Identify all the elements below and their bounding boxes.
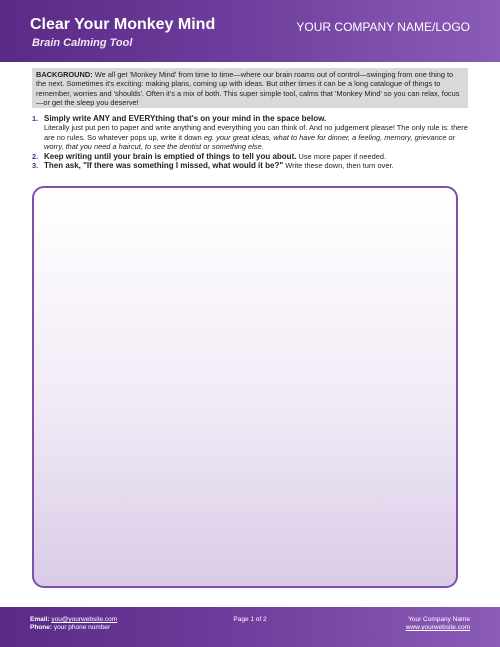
writing-area[interactable] bbox=[32, 186, 458, 588]
instruction-step-3 bbox=[32, 161, 472, 170]
email-label: Email: bbox=[30, 616, 50, 623]
step-heading: Keep writing until your brain is emptied of things to tell you about. bbox=[44, 151, 297, 161]
step-number: 1. bbox=[32, 114, 39, 123]
background-section bbox=[32, 68, 468, 108]
page-number: Page 1 of 2 bbox=[233, 616, 267, 623]
instruction-step-1 bbox=[32, 114, 472, 152]
step-heading: Then ask, "If there was something I missed, what would it be?" bbox=[44, 161, 284, 171]
background-label: BACKGROUND: bbox=[36, 70, 93, 79]
background-text: We all get 'Monkey Mind' from time to time—where our brain roams out of control—swinging from one thing to the next. Sometimes it's exciting: making plans, coming up with ideas. But other times it can be a long catalogue of things to remember, worries and 'shoulds'. Often it's a mix of both. This super simple tool, calms that 'Monkey Mind' so you can relax, focus—or get the sleep you deserve! bbox=[36, 70, 460, 108]
step-number: 3. bbox=[32, 161, 39, 171]
footer-company bbox=[406, 616, 470, 632]
email-link[interactable]: you@yourwebsite.com bbox=[51, 616, 118, 623]
header-banner bbox=[0, 0, 500, 62]
step-number: 2. bbox=[32, 151, 39, 161]
phone-number: your phone number bbox=[53, 624, 111, 631]
instructions-list bbox=[32, 114, 472, 170]
website-link[interactable]: www.yourwebsite.com bbox=[405, 624, 470, 631]
page-subtitle: Brain Calming Tool bbox=[32, 37, 133, 49]
footer-banner bbox=[0, 607, 500, 647]
footer-company-name: Your Company Name bbox=[408, 616, 470, 623]
step-text: Literally just put pen to paper and write anything and everything you can think of. And no judgement please! The only rule is: there are no rules. So whatever pops up, write it down bbox=[44, 123, 468, 142]
step-text: Write these down, then turn over. bbox=[285, 161, 394, 171]
step-examples: eg. your great ideas, what to have for dinner, a feeling, memory, grievance or worry, that you need a haircut, to see the dentist or something else. bbox=[44, 132, 456, 152]
company-logo-placeholder: YOUR COMPANY NAME/LOGO bbox=[296, 20, 470, 34]
step-heading: Simply write ANY and EVERYthing that's on your mind in the space below. bbox=[44, 114, 327, 123]
phone-label: Phone: bbox=[30, 624, 53, 631]
step-text: Use more paper if needed. bbox=[298, 151, 387, 161]
page-title: Clear Your Monkey Mind bbox=[30, 16, 216, 33]
instruction-step-2 bbox=[32, 152, 472, 161]
